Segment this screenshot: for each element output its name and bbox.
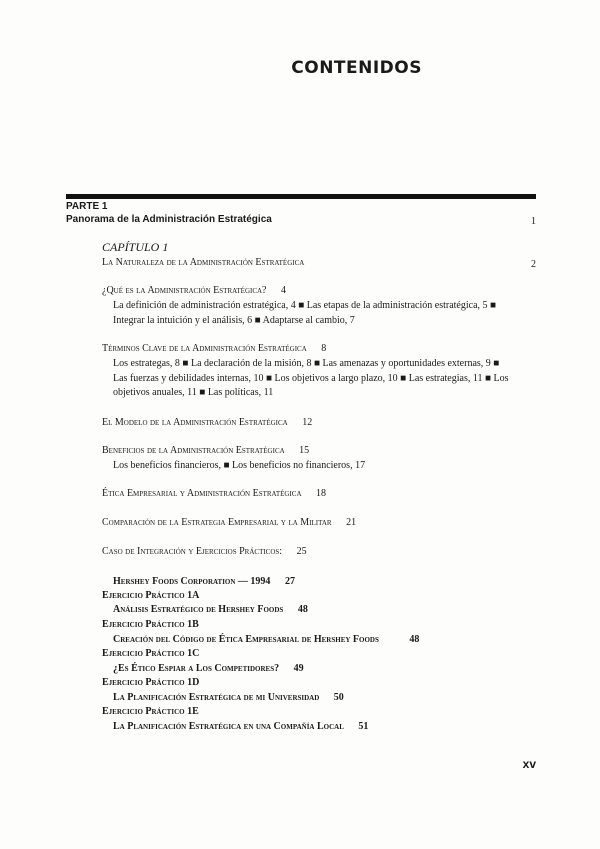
exercise-label: Ejercicio Práctico 1B — [102, 619, 199, 630]
section-heading: Comparación de la Estrategia Empresarial y la Militar — [102, 517, 332, 528]
toc-section — [102, 445, 309, 456]
exercise-title: La Planificación Estratégica en una Compañía Local — [113, 721, 344, 732]
section-detail: Los estrategas, 8 ■ La declaración de la misión, 8 ■ Las amenazas y oportunidades externas, 9 ■ — [113, 358, 500, 369]
toc-section — [102, 285, 286, 296]
exercise-label: Ejercicio Práctico 1D — [102, 677, 200, 688]
section-heading: Términos Clave de la Administración Estratégica — [102, 343, 307, 354]
section-page: 12 — [302, 417, 313, 428]
section-page: 18 — [316, 488, 327, 499]
exercise-label: Ejercicio Práctico 1E — [102, 706, 199, 717]
part-rule — [66, 194, 536, 199]
toc-section — [102, 546, 307, 557]
section-heading: El Modelo de la Administración Estratégica — [102, 417, 288, 428]
exercise-title: Creación del Código de Ética Empresarial de Hershey Foods — [113, 634, 379, 645]
exercise-entry — [113, 663, 304, 674]
part-page: 1 — [531, 216, 536, 227]
exercise-entry — [113, 634, 419, 645]
exercise-page: 49 — [293, 663, 304, 674]
exercise-label: Ejercicio Práctico 1A — [102, 590, 200, 601]
page-title: CONTENIDOS — [291, 58, 422, 78]
section-heading: Beneficios de la Administración Estratégica — [102, 445, 285, 456]
section-detail: Integrar la intuición y el análisis, 6 ■ Adaptarse al cambio, 7 — [113, 315, 355, 326]
toc-section — [102, 488, 326, 499]
exercise-page: 50 — [333, 692, 344, 703]
section-detail: Los beneficios financieros, ■ Los beneficios no financieros, 17 — [113, 460, 366, 471]
case-title: Hershey Foods Corporation — 1994 — [113, 576, 271, 587]
section-detail: objetivos anuales, 11 ■ Las políticas, 11 — [113, 387, 274, 398]
exercise-label: Ejercicio Práctico 1C — [102, 648, 200, 659]
section-detail: La definición de administración estratégica, 4 ■ Las etapas de la administración estratégica, 5 ■ — [113, 300, 497, 311]
section-page: 8 — [321, 343, 327, 354]
chapter-page: 2 — [531, 259, 536, 270]
exercise-title: Análisis Estratégico de Hershey Foods — [113, 604, 284, 615]
section-heading: Caso de Integración y Ejercicios Prácticos: — [102, 546, 283, 557]
case-page: 27 — [284, 576, 295, 587]
chapter-label: CAPÍTULO 1 — [102, 240, 169, 254]
section-page: 4 — [281, 285, 286, 296]
section-page: 15 — [299, 445, 310, 456]
toc-section — [102, 417, 312, 428]
exercise-entry — [113, 604, 308, 615]
exercise-title: ¿Es Ético Espiar a Los Competidores? — [113, 663, 280, 674]
exercise-entry — [113, 721, 368, 732]
toc-section — [102, 517, 356, 528]
section-heading: ¿Qué es la Administración Estratégica? — [102, 285, 267, 296]
section-page: 25 — [296, 546, 307, 557]
exercise-title: La Planificación Estratégica de mi Universidad — [113, 692, 320, 703]
exercise-page: 51 — [358, 721, 369, 732]
toc-section — [102, 343, 326, 354]
chapter-title: La Naturaleza de la Administración Estratégica — [102, 257, 305, 268]
part-label: PARTE 1 — [66, 201, 108, 212]
section-page: 21 — [346, 517, 357, 528]
page-folio: xv — [522, 757, 536, 771]
part-title: Panorama de la Administración Estratégica — [66, 214, 272, 225]
exercise-entry — [113, 692, 344, 703]
exercise-page: 48 — [297, 604, 308, 615]
case-entry — [113, 576, 295, 587]
section-detail: Las fuerzas y debilidades internas, 10 ■ Los objetivos a largo plazo, 10 ■ Las estrategias, 11 ■ Los — [113, 373, 509, 384]
section-heading: Ética Empresarial y Administración Estratégica — [102, 488, 302, 499]
exercise-page: 48 — [409, 634, 420, 645]
